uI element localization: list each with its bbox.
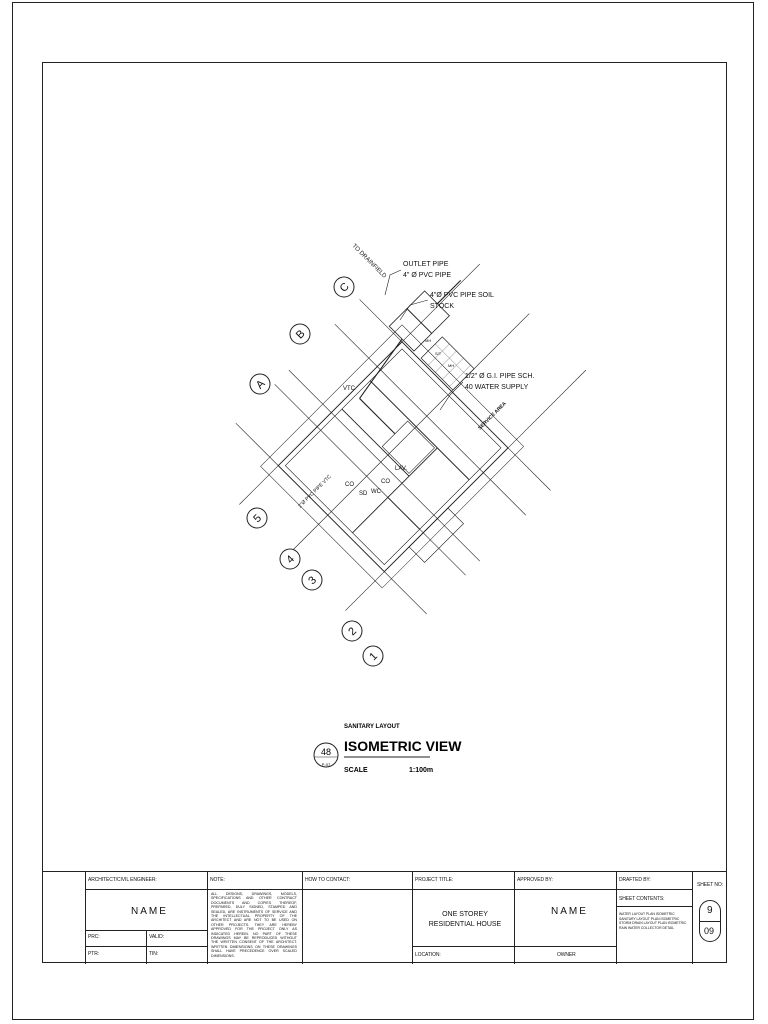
water-supply-label: 40 WATER SUPPLY (465, 384, 529, 391)
project-cell (412, 872, 514, 964)
drawing-title: ISOMETRIC VIEW (344, 738, 462, 754)
grid-bubble-b (290, 324, 310, 344)
drawing-ref: P-07 (321, 762, 331, 767)
co-label: CO (345, 482, 354, 488)
outlet-pipe-size-label: 4" Ø PVC PIPE (403, 272, 452, 279)
inner-wall (285, 349, 501, 565)
grid-bubble-2 (342, 621, 362, 641)
contents-item: RAIN WATER COLLECTOR DETAIL (619, 925, 675, 930)
contact-label: HOW TO CONTACT: (305, 877, 350, 883)
sewer-line (351, 339, 410, 398)
scale-label: SCALE (344, 767, 368, 774)
valid-label: VALID: (149, 934, 164, 940)
architect-name: NAME (131, 906, 168, 917)
floor-plan-rotated (197, 222, 628, 653)
contents-item: SANITARY LAYOUT PLAN ISOMETRIC (619, 916, 680, 921)
grid-bubbles (247, 277, 383, 666)
contents-item: STORM DRAIN LAYOUT PLAN ISOMETRIC (619, 921, 687, 926)
grid-bubble-3 (302, 570, 322, 590)
grid-bubble-5 (247, 508, 267, 528)
vtc-label: VTC (343, 386, 355, 392)
soil-stack-label-2: STOCK (430, 303, 454, 310)
lav-label: LAV. (395, 466, 408, 472)
sd-label: SD (359, 491, 368, 497)
prc-label: PRC: (88, 934, 100, 940)
owner-label: OWNER (557, 952, 576, 958)
manhole-label-2: MH (448, 363, 455, 368)
approved-label: APPROVED BY: (517, 877, 553, 883)
grid-label-5: 5 (251, 512, 265, 526)
soil-stack-pipe (360, 398, 395, 433)
pvc-pipe-label: 2"Ø PVC PIPE VTC (297, 473, 333, 510)
ptr-label: PTR: (88, 951, 99, 957)
grid-label-a: A (253, 377, 268, 392)
approved-name: NAME (551, 906, 588, 917)
grid-label-4: 4 (284, 553, 298, 567)
grid-label-2: 2 (346, 625, 360, 639)
septic-divider (407, 309, 432, 334)
drafted-cell (616, 872, 692, 964)
drawing-title-block (314, 724, 462, 774)
drawing-number: 48 (320, 747, 332, 757)
contents-label: SHEET CONTENTS: (619, 896, 665, 902)
sheet-total: 09 (704, 926, 715, 936)
outlet-pipe-label: OUTLET PIPE (403, 261, 449, 268)
project-title: ONE STOREY RESIDENTIAL HOUSE (428, 911, 502, 928)
note-label: NOTE: (210, 877, 225, 883)
note-text: ALL DESIGNS, DRAWINGS, MODELS, SPECIFICATIONS AND OTHER CONTRACT DOCUMENTS AND COPIES THEREOF, PREPARED, DULY SIGNED, STAMPED AND SEALED, ARE INSTRUMENTS OF SERVICE AND THE INTELLECTUAL PROPERTY OF THE ARCHITECT AND ARE NOT TO BE USED ON OTHER PROJECTS. THEY ARE HEREBY APPROVED FOR THE PROJECT ONLY AS INDICATED HEREIN. NO PART OF THESE DRAWINGS MAY BE REPRODUCED WITHOUT THE WRITTEN CONSENT OF THE ARCHITECT. WRITTEN DIMENSIONS ON THESE DRAWINGS SHALL HAVE PRECEDENCE OVER SCALED DIMENSIONS. (211, 892, 297, 958)
partition-wall (370, 381, 469, 480)
sheet-no-cell (692, 872, 727, 964)
septic-tank-label: S/T (435, 351, 442, 356)
note-cell (207, 872, 302, 964)
sheet-no-label: SHEET NO: (697, 882, 723, 888)
gi-pipe-label: 1/2" Ø G.I. PIPE SCH. (465, 373, 535, 380)
leader-lines (385, 270, 463, 410)
manhole-label-1: MH (425, 338, 432, 343)
grid-bubble-1 (363, 646, 383, 666)
soil-stack-label: 4"Ø PVC PIPE SOIL (430, 292, 494, 299)
architect-label: ARCHITECT/CIVIL ENGINEER: (88, 877, 157, 883)
location-label: LOCATION: (415, 952, 441, 958)
approved-cell (514, 872, 616, 964)
title-block (42, 871, 727, 963)
grid-label-b: B (293, 327, 308, 342)
sheet-no-badge (699, 900, 721, 942)
contents-item: WATER LAYOUT PLAN ISOMETRIC (619, 912, 675, 916)
service-area-label: SERVICE AREA (477, 400, 508, 432)
tin-label: TIN: (149, 951, 159, 957)
grid-lines (197, 222, 628, 653)
contents-list (619, 912, 686, 930)
grid-bubble-4 (280, 549, 300, 569)
grid-label-1: 1 (367, 650, 381, 664)
to-drainfield-label: TO DRAINFIELD (350, 243, 388, 280)
grid-bubble-c (334, 277, 354, 297)
drawing-subtitle: SANITARY LAYOUT (344, 724, 400, 730)
scale-value: 1:100m (409, 767, 434, 774)
contact-cell (302, 872, 412, 964)
porch (409, 508, 463, 562)
sheet-number: 9 (707, 905, 713, 916)
architect-cell (85, 872, 207, 964)
grid-label-3: 3 (306, 574, 320, 588)
grid-bubble-a (250, 374, 270, 394)
grid-label-c: C (337, 280, 352, 295)
co-label-2: CO (381, 479, 390, 485)
drafted-label: DRAFTED BY: (619, 877, 651, 883)
project-label: PROJECT TITLE: (415, 877, 454, 883)
wc-label: WC (371, 489, 381, 495)
